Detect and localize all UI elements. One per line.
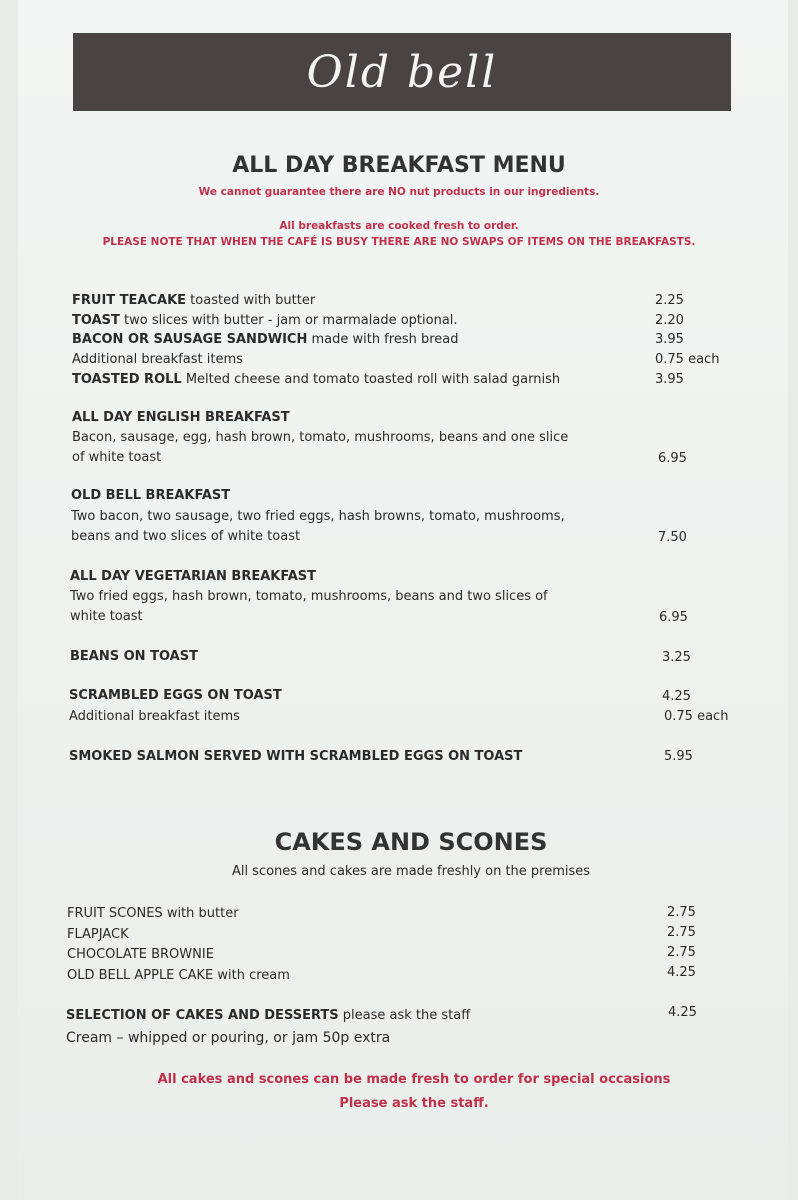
- item-price: 2.75: [667, 945, 696, 960]
- item-price: 4.25: [667, 965, 696, 980]
- item-price: 6.95: [658, 451, 687, 466]
- cakes-subtitle: All scones and cakes are made freshly on the premises: [231, 864, 591, 879]
- item-price: 3.25: [662, 650, 691, 665]
- item-price: 7.50: [658, 530, 687, 545]
- menu-item-heading: OLD BELL BREAKFAST: [71, 488, 231, 503]
- cake-item: FRUIT SCONES with butter: [67, 906, 239, 921]
- menu-item-heading: ALL DAY VEGETARIAN BREAKFAST: [70, 569, 317, 584]
- menu-item-desc: Two bacon, two sausage, two fried eggs, hash browns, tomato, mushrooms,: [71, 509, 565, 524]
- menu-item-heading: ALL DAY ENGLISH BREAKFAST: [72, 410, 290, 425]
- item-price: 2.75: [667, 905, 696, 920]
- menu-item-heading: BEANS ON TOAST: [70, 649, 198, 664]
- cakes-title: CAKES AND SCONES: [274, 828, 548, 856]
- item-price: 3.95: [655, 372, 684, 387]
- menu-item-desc: Bacon, sausage, egg, hash brown, tomato, mushrooms, beans and one slice: [72, 430, 569, 445]
- item-price: 0.75 each: [655, 352, 720, 367]
- menu-item-desc: beans and two slices of white toast: [71, 529, 301, 544]
- menu-item-heading: SCRAMBLED EGGS ON TOAST: [69, 688, 282, 703]
- swaps-note: PLEASE NOTE THAT WHEN THE CAFÉ IS BUSY THERE ARE NO SWAPS OF ITEMS ON THE BREAKFASTS.: [102, 236, 696, 248]
- menu-item: TOAST two slices with butter - jam or marmalade optional.: [72, 313, 458, 328]
- menu-item: TOASTED ROLL Melted cheese and tomato toasted roll with salad garnish: [72, 372, 561, 387]
- menu-item-desc: of white toast: [72, 450, 162, 465]
- menu-item-heading: SMOKED SALMON SERVED WITH SCRAMBLED EGGS ON TOAST: [69, 749, 523, 764]
- menu-item: BACON OR SAUSAGE SANDWICH made with fresh bread: [72, 332, 459, 347]
- menu-item: FRUIT TEACAKE toasted with butter: [72, 293, 316, 308]
- item-price: 2.25: [655, 293, 684, 308]
- menu-item-desc: Additional breakfast items: [69, 709, 240, 724]
- cake-item: OLD BELL APPLE CAKE with cream: [67, 968, 290, 983]
- cooked-note: All breakfasts are cooked fresh to order.: [279, 220, 519, 232]
- item-price: 3.95: [655, 332, 684, 347]
- menu-item: Additional breakfast items: [72, 352, 243, 367]
- item-price: 4.25: [662, 689, 691, 704]
- cake-item: SELECTION OF CAKES AND DESSERTS please ask the staff: [66, 1008, 471, 1023]
- menu-item-desc: Two fried eggs, hash brown, tomato, mushrooms, beans and two slices of: [70, 589, 548, 604]
- breakfast-title: ALL DAY BREAKFAST MENU: [232, 153, 566, 178]
- item-price: 2.20: [655, 313, 684, 328]
- occasions-note: All cakes and scones can be made fresh to order for special occasions: [157, 1072, 671, 1087]
- menu-item-desc: white toast: [70, 609, 143, 624]
- item-price: 6.95: [659, 610, 688, 625]
- nut-warning: We cannot guarantee there are NO nut products in our ingredients.: [198, 186, 600, 198]
- item-price: 2.75: [667, 925, 696, 940]
- logo-banner: [73, 33, 731, 111]
- logo-text: Old bell: [306, 46, 498, 98]
- cake-item: CHOCOLATE BROWNIE: [67, 947, 214, 962]
- cake-extra: Cream – whipped or pouring, or jam 50p extra: [66, 1030, 391, 1046]
- item-price: 4.25: [668, 1005, 697, 1020]
- item-price: 0.75 each: [664, 709, 729, 724]
- ask-staff-note: Please ask the staff.: [339, 1096, 489, 1111]
- item-price: 5.95: [664, 749, 693, 764]
- cake-item: FLAPJACK: [67, 927, 129, 942]
